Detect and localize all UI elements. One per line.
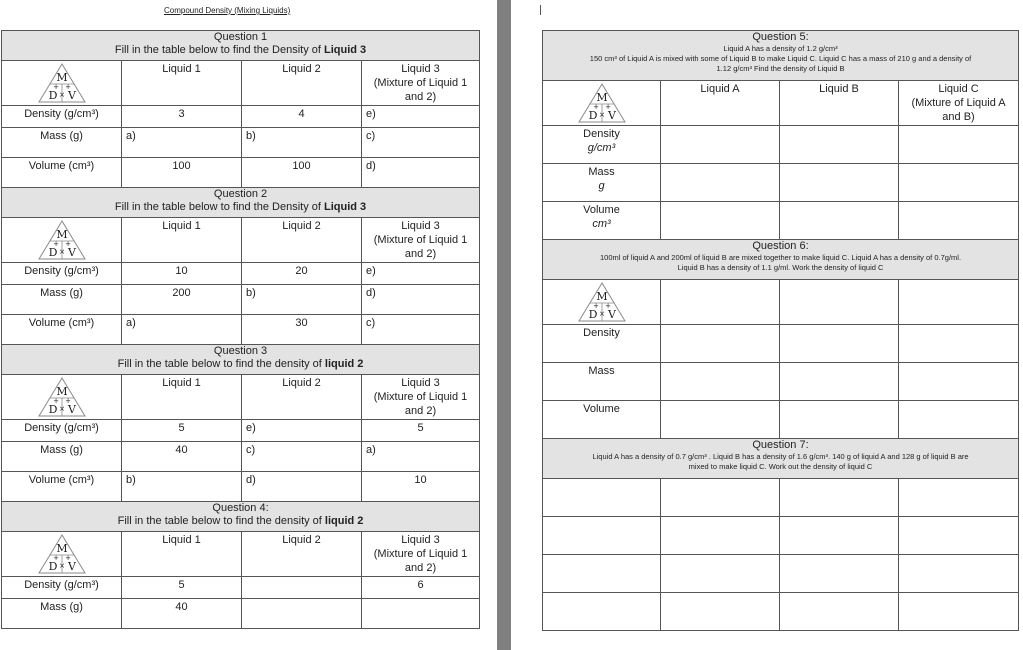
q7-r4c4 [899, 593, 1019, 631]
q2-mass-liquid1: 200 [122, 285, 242, 315]
q5-col-liquid-c-label: Liquid C [938, 83, 979, 95]
q6-volume-c [899, 401, 1019, 439]
right-worksheet-table [542, 30, 1019, 631]
q4-mass-liquid2 [242, 599, 362, 629]
q6-density-c [899, 325, 1019, 363]
triangle-density-letter: D [48, 403, 57, 416]
q7-r4c2 [661, 593, 780, 631]
q4-density-liquid3: 6 [362, 577, 480, 599]
q3-density-liquid2: e) [242, 420, 362, 442]
q2-prompt: Fill in the table below to find the Density of [114, 201, 321, 213]
q1-mass-liquid3: c) [362, 128, 480, 158]
density-triangle-icon [576, 281, 628, 323]
q6-volume-b [780, 401, 899, 439]
q3-mass-liquid2: c) [242, 442, 362, 472]
triangle-volume-letter: V [607, 109, 616, 122]
q6-mass-c [899, 363, 1019, 401]
q7-row-3 [543, 555, 1019, 593]
q3-mass-liquid3: a) [362, 442, 480, 472]
q4-mass-row [2, 599, 480, 629]
q1-density-liquid3: e) [362, 106, 480, 128]
q2-target: Liquid 3 [324, 201, 367, 213]
q2-header [2, 188, 480, 218]
q7-header-row [543, 439, 1019, 479]
q5-volume-label [543, 202, 661, 240]
q2-density-liquid2: 20 [242, 263, 362, 285]
q7-r1c1 [543, 479, 661, 517]
q7-r3c2 [661, 555, 780, 593]
q7-r2c1 [543, 517, 661, 555]
q6-line1: 100ml of liquid A and 200ml of liquid B are mixed together to make liquid C. Liquid A has a density of 0.7g/ml. [599, 253, 962, 262]
q6-volume-row [543, 401, 1019, 439]
q2-col-liquid3 [362, 218, 480, 263]
q5-title: Question 5: [752, 31, 809, 43]
q7-title: Question 7: [752, 439, 809, 451]
q5-triangle-cell [543, 81, 661, 126]
q2-volume-label: Volume (cm³) [2, 315, 122, 345]
q3-title: Question 3 [213, 345, 268, 357]
q5-col-liquid-c [899, 81, 1019, 126]
q4-col-liquid2: Liquid 2 [242, 532, 362, 577]
triangle-plus-right: + [64, 240, 71, 248]
q3-volume-liquid1: b) [122, 472, 242, 502]
q3-density-liquid3: 5 [362, 420, 480, 442]
q1-density-liquid1: 3 [122, 106, 242, 128]
q4-mass-liquid3 [362, 599, 480, 629]
q5-header [543, 31, 1019, 81]
triangle-volume-letter: V [607, 308, 616, 321]
q2-header-row [2, 188, 480, 218]
triangle-times: × [58, 91, 65, 99]
q5-density-name: Density [583, 128, 620, 140]
q2-mass-row [2, 285, 480, 315]
q1-header [2, 31, 480, 61]
q1-volume-liquid1: 100 [122, 158, 242, 188]
triangle-plus-left: + [592, 103, 599, 111]
q7-r2c3 [780, 517, 899, 555]
q7-r3c1 [543, 555, 661, 593]
triangle-times: × [58, 405, 65, 413]
q1-mass-row [2, 128, 480, 158]
q7-r1c2 [661, 479, 780, 517]
q6-cell-2 [780, 280, 899, 325]
q3-mass-label: Mass (g) [2, 442, 122, 472]
q6-cell-1 [661, 280, 780, 325]
q6-volume-label: Volume [543, 401, 661, 439]
q2-volume-liquid3: c) [362, 315, 480, 345]
q5-col-header-row [543, 81, 1019, 126]
triangle-mass-letter: M [595, 290, 608, 303]
q5-density-liquid-b [780, 126, 899, 164]
page-gutter [497, 0, 511, 650]
q5-density-liquid-c [899, 126, 1019, 164]
q3-density-row [2, 420, 480, 442]
q6-mass-a [661, 363, 780, 401]
q1-col-header-row [2, 61, 480, 106]
q2-density-liquid1: 10 [122, 263, 242, 285]
q1-mass-label: Mass (g) [2, 128, 122, 158]
q4-triangle-cell [2, 532, 122, 577]
q1-target: Liquid 3 [324, 44, 367, 56]
q4-title: Question 4: [212, 502, 269, 514]
q2-density-label: Density (g/cm³) [2, 263, 122, 285]
q5-header-row [543, 31, 1019, 81]
q1-density-label: Density (g/cm³) [2, 106, 122, 128]
q4-header-row [2, 502, 480, 532]
q5-line2: 150 cm³ of Liquid A is mixed with some of Liquid B to make Liquid C. Liquid C has a mass of 210 g and a density of [589, 54, 972, 63]
q7-r2c2 [661, 517, 780, 555]
q1-title: Question 1 [213, 31, 268, 43]
q7-row-2 [543, 517, 1019, 555]
q6-volume-a [661, 401, 780, 439]
triangle-plus-left: + [52, 240, 59, 248]
q4-col-liquid3-sub: (Mixture of Liquid 1 and 2) [373, 548, 468, 574]
q3-col-liquid2: Liquid 2 [242, 375, 362, 420]
q5-mass-liquid-b [780, 164, 899, 202]
q4-mass-label: Mass (g) [2, 599, 122, 629]
document-title: Compound Density (Mixing Liquids) [164, 6, 291, 15]
q5-mass-liquid-c [899, 164, 1019, 202]
q5-col-liquid-b: Liquid B [780, 81, 899, 126]
q5-density-unit: g/cm³ [587, 142, 616, 154]
q2-mass-liquid2: b) [242, 285, 362, 315]
q4-mass-liquid1: 40 [122, 599, 242, 629]
q2-triangle-cell [2, 218, 122, 263]
q7-header [543, 439, 1019, 479]
q5-col-liquid-c-sub: (Mixture of Liquid A and B) [911, 97, 1006, 123]
triangle-plus-right: + [64, 83, 71, 91]
q6-triangle-cell [543, 280, 661, 325]
q1-density-row [2, 106, 480, 128]
q7-r1c4 [899, 479, 1019, 517]
q5-volume-name: Volume [583, 204, 620, 216]
q3-density-liquid1: 5 [122, 420, 242, 442]
q2-mass-label: Mass (g) [2, 285, 122, 315]
density-triangle-icon [36, 533, 88, 575]
triangle-mass-letter: M [595, 91, 608, 104]
triangle-plus-left: + [52, 554, 59, 562]
q7-line1: Liquid A has a density of 0.7 g/cm³ . Liquid B has a density of 1.6 g/cm³. 140 g of liquid A and 128 g of liquid B are [592, 452, 969, 461]
q2-mass-liquid3: d) [362, 285, 480, 315]
q3-mass-row [2, 442, 480, 472]
density-triangle-icon [36, 219, 88, 261]
q3-density-label: Density (g/cm³) [2, 420, 122, 442]
q2-volume-row [2, 315, 480, 345]
q3-volume-row [2, 472, 480, 502]
q7-row-4 [543, 593, 1019, 631]
q7-line2: mixed to make liquid C. Work out the density of liquid C [688, 462, 873, 471]
q1-mass-liquid2: b) [242, 128, 362, 158]
q5-density-liquid-a [661, 126, 780, 164]
triangle-times: × [598, 111, 605, 119]
triangle-volume-letter: V [67, 246, 76, 259]
triangle-times: × [58, 562, 65, 570]
triangle-plus-right: + [64, 397, 71, 405]
q4-prompt-line [6, 515, 475, 528]
q4-density-row [2, 577, 480, 599]
q5-volume-liquid-b [780, 202, 899, 240]
q3-col-liquid3 [362, 375, 480, 420]
density-triangle-icon [576, 82, 628, 124]
q5-mass-name: Mass [588, 166, 615, 178]
triangle-mass-letter: M [55, 228, 68, 241]
density-triangle-icon [36, 376, 88, 418]
q5-mass-label [543, 164, 661, 202]
q6-density-b [780, 325, 899, 363]
left-worksheet-table [1, 30, 480, 629]
q2-col-liquid1: Liquid 1 [122, 218, 242, 263]
q5-mass-unit: g [598, 180, 605, 192]
q1-volume-liquid2: 100 [242, 158, 362, 188]
triangle-plus-left: + [592, 302, 599, 310]
q4-target: liquid 2 [324, 515, 364, 527]
q6-density-row [543, 325, 1019, 363]
q6-header [543, 240, 1019, 280]
q5-density-row [543, 126, 1019, 164]
q3-volume-liquid2: d) [242, 472, 362, 502]
q2-density-liquid3: e) [362, 263, 480, 285]
q5-volume-liquid-a [661, 202, 780, 240]
q3-col-liquid3-label: Liquid 3 [401, 377, 440, 389]
q6-header-row [543, 240, 1019, 280]
q6-density-a [661, 325, 780, 363]
q5-volume-liquid-c [899, 202, 1019, 240]
q2-density-row [2, 263, 480, 285]
q4-prompt: Fill in the table below to find the density of [117, 515, 322, 527]
q3-volume-liquid3: 10 [362, 472, 480, 502]
q6-line2: Liquid B has a density of 1.1 g/ml. Work the density of liquid C [677, 263, 884, 272]
q5-volume-row [543, 202, 1019, 240]
q6-mass-label: Mass [543, 363, 661, 401]
triangle-density-letter: D [48, 89, 57, 102]
q3-header [2, 345, 480, 375]
q3-header-row [2, 345, 480, 375]
triangle-plus-right: + [604, 103, 611, 111]
q3-mass-liquid1: 40 [122, 442, 242, 472]
q2-title: Question 2 [213, 188, 268, 200]
q7-r3c3 [780, 555, 899, 593]
q7-r3c4 [899, 555, 1019, 593]
q2-col-liquid3-sub: (Mixture of Liquid 1 and 2) [373, 234, 468, 260]
q2-col-header-row [2, 218, 480, 263]
q5-col-liquid-a: Liquid A [661, 81, 780, 126]
q1-prompt: Fill in the table below to find the Density of [114, 44, 321, 56]
q5-mass-liquid-a [661, 164, 780, 202]
triangle-density-letter: D [588, 109, 597, 122]
q3-prompt-line [6, 358, 475, 371]
q5-volume-unit: cm³ [592, 218, 611, 230]
q1-prompt-line [6, 44, 475, 57]
triangle-plus-left: + [52, 397, 59, 405]
q5-mass-row [543, 164, 1019, 202]
triangle-plus-right: + [604, 302, 611, 310]
q4-col-header-row [2, 532, 480, 577]
q4-col-liquid3 [362, 532, 480, 577]
q7-r4c1 [543, 593, 661, 631]
q3-target: liquid 2 [324, 358, 364, 370]
triangle-mass-letter: M [55, 542, 68, 555]
q6-mass-row [543, 363, 1019, 401]
triangle-volume-letter: V [67, 89, 76, 102]
q3-col-header-row [2, 375, 480, 420]
q5-line3: 1.12 g/cm³ Find the density of Liquid B [716, 64, 845, 73]
triangle-mass-letter: M [55, 385, 68, 398]
q6-cell-3 [899, 280, 1019, 325]
q7-r2c4 [899, 517, 1019, 555]
triangle-plus-right: + [64, 554, 71, 562]
q2-prompt-line [6, 201, 475, 214]
q4-header [2, 502, 480, 532]
triangle-density-letter: D [588, 308, 597, 321]
q7-row-1 [543, 479, 1019, 517]
q4-density-liquid2 [242, 577, 362, 599]
q6-density-label: Density [543, 325, 661, 363]
q1-volume-row [2, 158, 480, 188]
q2-col-liquid2: Liquid 2 [242, 218, 362, 263]
q3-volume-label: Volume (cm³) [2, 472, 122, 502]
triangle-density-letter: D [48, 246, 57, 259]
q3-triangle-cell [2, 375, 122, 420]
q1-col-liquid3-sub: (Mixture of Liquid 1 and 2) [373, 77, 468, 103]
q1-header-row [2, 31, 480, 61]
triangle-plus-left: + [52, 83, 59, 91]
triangle-times: × [58, 248, 65, 256]
q4-col-liquid3-label: Liquid 3 [401, 534, 440, 546]
q1-density-liquid2: 4 [242, 106, 362, 128]
q4-density-label: Density (g/cm³) [2, 577, 122, 599]
triangle-times: × [598, 310, 605, 318]
triangle-volume-letter: V [67, 403, 76, 416]
q4-col-liquid1: Liquid 1 [122, 532, 242, 577]
q1-mass-liquid1: a) [122, 128, 242, 158]
q1-col-liquid3-label: Liquid 3 [401, 63, 440, 75]
q2-volume-liquid2: 30 [242, 315, 362, 345]
q1-volume-label: Volume (cm³) [2, 158, 122, 188]
q3-col-liquid1: Liquid 1 [122, 375, 242, 420]
q3-col-liquid3-sub: (Mixture of Liquid 1 and 2) [373, 391, 468, 417]
triangle-volume-letter: V [67, 560, 76, 573]
density-triangle-icon [36, 62, 88, 104]
q7-r4c3 [780, 593, 899, 631]
q2-col-liquid3-label: Liquid 3 [401, 220, 440, 232]
triangle-density-letter: D [48, 560, 57, 573]
q6-title: Question 6: [752, 240, 809, 252]
q5-density-label [543, 126, 661, 164]
q1-col-liquid3 [362, 61, 480, 106]
q1-col-liquid1: Liquid 1 [122, 61, 242, 106]
text-cursor [540, 5, 541, 15]
q5-line1: Liquid A has a density of 1.2 g/cm³ [723, 44, 838, 53]
q1-triangle-cell [2, 61, 122, 106]
q7-r1c3 [780, 479, 899, 517]
q1-col-liquid2: Liquid 2 [242, 61, 362, 106]
q2-volume-liquid1: a) [122, 315, 242, 345]
q3-prompt: Fill in the table below to find the density of [117, 358, 322, 370]
triangle-mass-letter: M [55, 71, 68, 84]
q6-mass-b [780, 363, 899, 401]
q6-triangle-row [543, 280, 1019, 325]
q1-volume-liquid3: d) [362, 158, 480, 188]
q4-density-liquid1: 5 [122, 577, 242, 599]
